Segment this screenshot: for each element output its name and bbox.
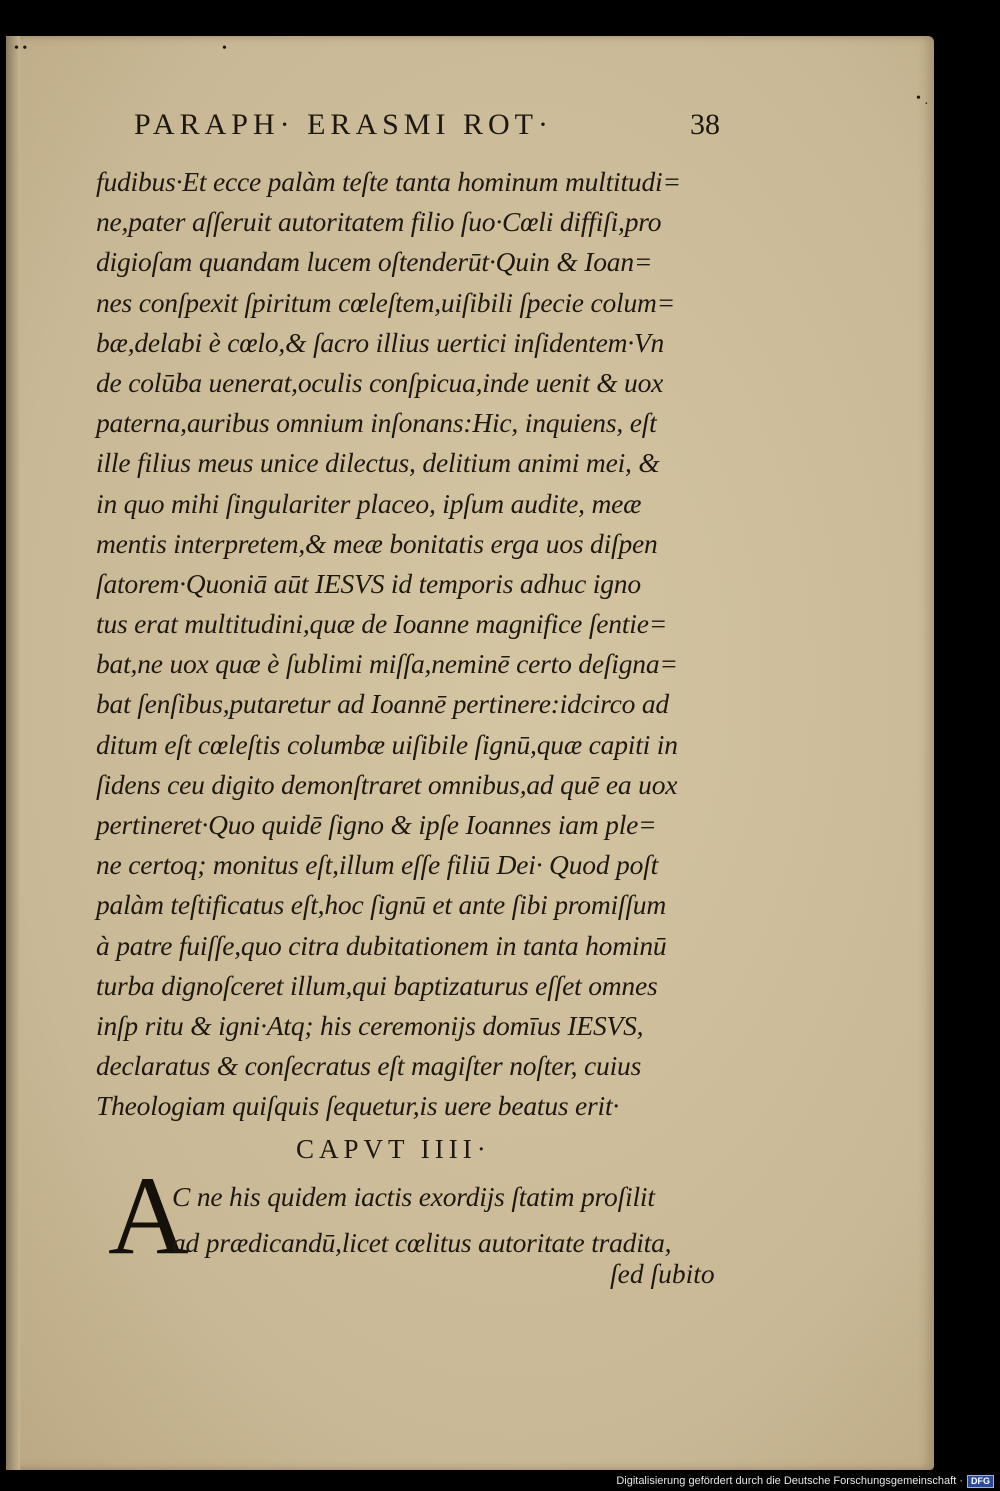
text-line: de colūba uenerat,oculis conſpicua,inde uenit & uox [96, 366, 664, 398]
text-line: bat ſenſibus,putaretur ad Ioannē pertinere:idcirco ad [96, 688, 669, 720]
ink-speck: • • [14, 41, 28, 56]
text-line: palàm teſtificatus eſt,hoc ſignū et ante ſibi promiſſum [96, 889, 667, 921]
text-line: ſidens ceu digito demonſtraret omnibus,ad quē ea uox [96, 768, 678, 800]
credit-text: Digitalisierung gefördert durch die Deutsche Forschungsgemeinschaft · [616, 1475, 963, 1487]
text-line: à patre fuiſſe,quo citra dubitationem in tanta hominū [96, 929, 667, 961]
text-line: nes conſpexit ſpiritum cœleſtem,uiſibili ſpecie colum= [96, 286, 676, 318]
ink-speck: • [222, 41, 227, 56]
text-line: ditum eſt cœleſtis columbæ uiſibile ſignū,quæ capiti in [96, 728, 678, 760]
ink-speck: · [924, 97, 929, 112]
page-gutter-shadow [6, 36, 20, 1470]
text-line: digioſam quandam lucem oſtenderūt·Quin & Ioan= [96, 246, 653, 278]
text-line: fudibus·Et ecce palàm teſte tanta hominum multitudi= [96, 166, 681, 197]
text-line: ne certoq; monitus eſt,illum eſſe filiū Dei· Quod poſt [96, 849, 659, 881]
text-line: bat,ne uox quæ è ſublimi miſſa,neminē certo deſigna= [96, 648, 678, 680]
drop-cap-initial: A [108, 1154, 189, 1278]
text-line: pertineret·Quo quidē ſigno & ipſe Ioannes iam ple= [96, 809, 657, 840]
folio-number: 38 [690, 108, 720, 141]
chapter-text-line: C ne his quidem iactis exordijs ſtatim proſilit [172, 1181, 655, 1212]
text-line: declaratus & conſecratus eſt magiſter noſter, cuius [96, 1050, 642, 1082]
text-line: inſp ritu & igni·Atq; his ceremonijs domīus IESVS, [96, 1009, 644, 1041]
digitization-credit [616, 1473, 994, 1489]
text-line: ſatorem·Quoniā aūt IESVS id temporis adhuc igno [96, 567, 641, 599]
ink-speck: • [916, 91, 921, 106]
text-line: Theologiam quiſquis ſequetur,is uere beatus erit· [96, 1090, 620, 1122]
text-line: in quo mihi ſingulariter placeo, ipſum audite, meæ [96, 487, 642, 519]
chapter-heading: CAPVT IIII· [296, 1134, 491, 1164]
text-line: bæ,delabi è cœlo,& ſacro illius uertici inſidentem·Vn [96, 326, 665, 358]
text-line: ille filius meus unice dilectus, delitium animi mei, & [96, 447, 660, 479]
text-line: ne,pater aſſeruit autoritatem filio ſuo·Cœli diffiſi,pro [96, 206, 662, 238]
text-line: tus erat multitudini,quæ de Ioanne magnifice ſentie= [96, 608, 668, 640]
text-line: paterna,auribus omnium inſonans:Hic, inquiens, eſt [96, 407, 657, 439]
text-line: turba dignoſceret illum,qui baptizaturus eſſet omnes [96, 969, 658, 1001]
running-head [134, 108, 734, 142]
chapter-text-line: ad prædicandū,licet cœlitus autoritate tradita, [172, 1227, 672, 1258]
body-text [96, 162, 736, 1127]
dfg-logo: DFG [967, 1475, 994, 1488]
chapter-text [172, 1174, 732, 1266]
text-line: mentis interpretem,& meæ bonitatis erga uos diſpen [96, 527, 658, 559]
catchword: ſed ſubito [610, 1258, 715, 1289]
running-head-title: PARAPH· ERASMI ROT· [134, 108, 553, 141]
